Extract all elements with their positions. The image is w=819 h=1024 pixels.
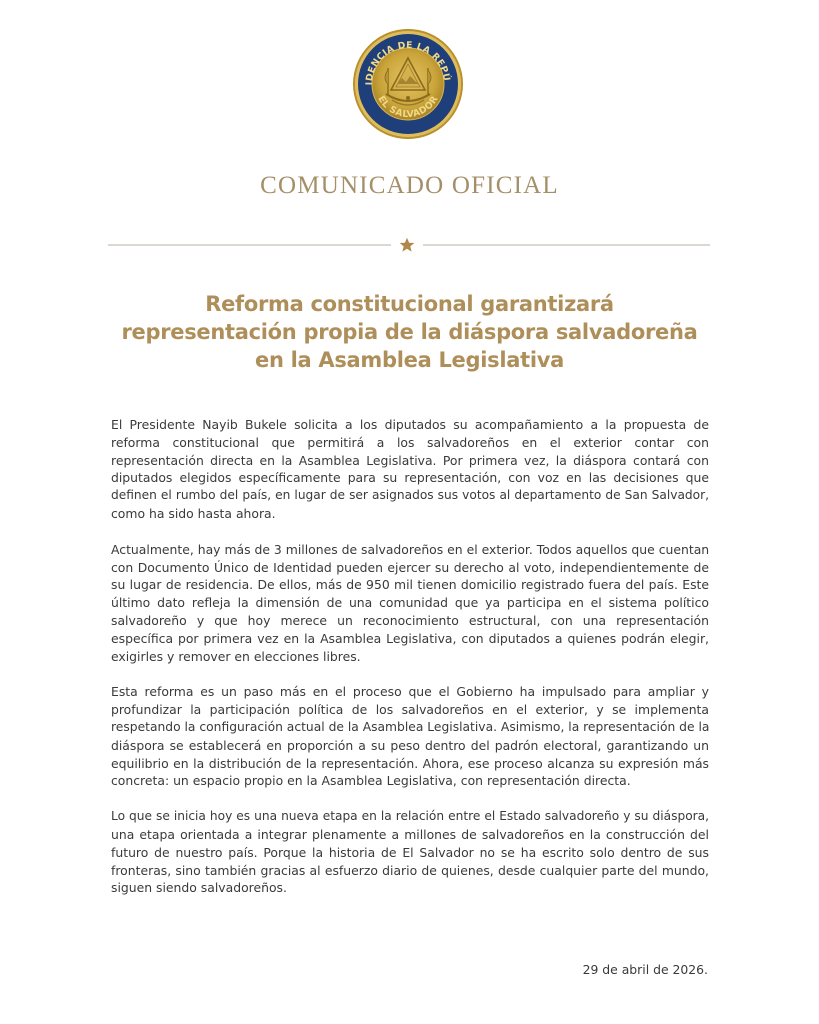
divider-line-right [423,244,710,246]
headline-line: Reforma constitucional garantizará [205,292,614,316]
seal-emblem-icon [352,28,464,140]
paragraph-line: diáspora se establecerá en proporción a su peso dentro del padrón electoral, garantizando un [111,737,709,753]
paragraph-line: como ha sido hasta ahora. [111,505,276,521]
paragraph-line: último dato refleja la dimensión de una comunidad que ya participa en el sistema político [111,595,709,611]
paragraph-line: una etapa orientada a integrar plenamente a millones de salvadoreños en la construcción del [111,826,709,842]
headline [0,290,819,374]
paragraph-line: representación directa en la Asamblea Legislativa. Por primera vez, la diáspora contará con [111,452,709,468]
paragraph-line: exigirles y remover en elecciones libres. [111,648,361,664]
paragraph-line: profundizar la participación política de los salvadoreños en el exterior, y se implementa [111,702,709,718]
paragraph-line: El Presidente Nayib Bukele solicita a los diputados su acompañamiento a la propuesta de [111,417,709,432]
headline-line: representación propia de la diáspora salvadoreña [121,320,698,344]
paragraph-line: diputados elegidos específicamente para su representación, con voz en las decisiones que [111,470,709,486]
paragraph-line: definen el rumbo del país, en lugar de ser asignados sus votos al departamento de San Salvador, [111,488,709,503]
star-icon [399,237,415,253]
seal-top-text: IDENCIA DE LA REPÚ [363,39,453,86]
paragraph [111,683,709,790]
paragraph-line: Lo que se inicia hoy es una nueva etapa en la relación entre el Estado salvadoreño y su diáspora, [111,809,709,824]
paragraph [111,541,709,666]
paragraph-line: salvadoreño y que hoy merece un reconocimiento estructural, con una representación [111,612,709,628]
paragraph [111,808,709,897]
document-type-title: COMUNICADO OFICIAL [260,172,559,199]
presidential-seal [352,28,464,140]
headline-line: en la Asamblea Legislativa [255,348,564,372]
divider-line-left [108,244,391,246]
paragraph-line: reforma constitucional que permitirá a los salvadoreños en el exterior contar con [111,434,709,450]
seal-bottom-text: EL SALVADOR [375,93,441,121]
ornamental-divider [108,237,710,253]
paragraph-line: respetando la configuración actual de la Asamblea Legislativa. Asimismo, la representación de la [111,719,710,734]
paragraph-line: equilibrio en la distribución de la representación. Ahora, ese proceso alcanza su expresión más [111,755,709,771]
paragraph-line: concreta: un espacio propio en la Asamblea Legislativa, con representación directa. [111,773,631,789]
paragraph-line: con Documento Único de Identidad pueden ejercer su derecho al voto, independientemente de [111,559,709,575]
paragraph-line: específica por primera vez en la Asamblea Legislativa, con diputados a quienes podrán elegir, [111,630,709,646]
paragraph-line: Actualmente, hay más de 3 millones de salvadoreños en el exterior. Todos aquellos que cuentan [111,541,710,557]
paragraph-line: su lugar de residencia. De ellos, más de 950 mil tienen domicilio registrado fuera del país. Este [111,577,709,593]
paragraph-line: fronteras, sino también gracias al esfuerzo diario de quienes, desde cualquier parte del mundo, [111,862,709,878]
paragraph-line: futuro de nuestro país. Porque la historia de El Salvador no se ha escrito solo dentro de sus [111,844,709,860]
press-release-body [111,416,709,915]
paragraph-line: siguen siendo salvadoreños. [111,880,287,896]
paragraph-line: Esta reforma es un paso más en el proceso que el Gobierno ha impulsado para ampliar y [111,684,709,700]
paragraph [111,416,709,523]
release-date: 29 de abril de 2026. [582,962,708,977]
